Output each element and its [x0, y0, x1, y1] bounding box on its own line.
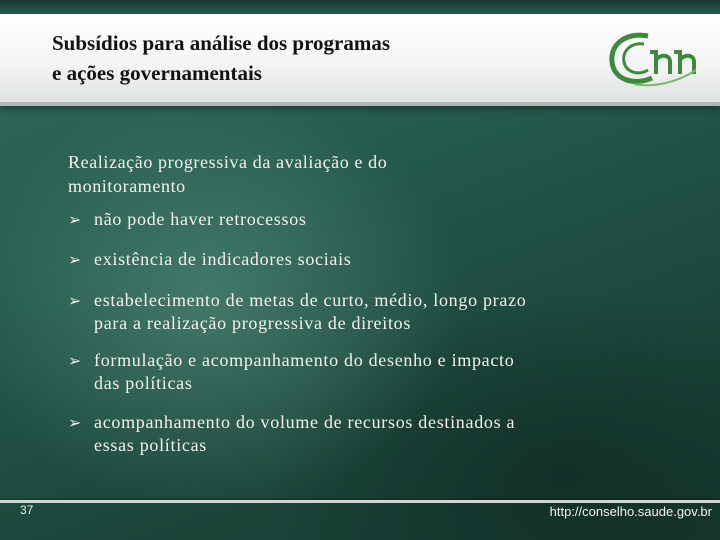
slide-title-line-1: Subsídios para análise dos programas [52, 31, 391, 55]
arrow-bullet-icon: ➢ [68, 210, 83, 229]
bullet-text-line-1: acompanhamento do volume de recursos destinados a [94, 412, 516, 432]
bullet-text-line-2: das políticas [94, 373, 193, 393]
header-band [0, 14, 720, 106]
page-number: 37 [20, 503, 34, 517]
arrow-bullet-icon: ➢ [68, 291, 83, 310]
cns-logo-icon [604, 30, 704, 90]
bullet-text: não pode haver retrocessos [94, 209, 307, 229]
slide-title [52, 28, 572, 88]
intro-line-2: monitoramento [68, 176, 186, 196]
bullet-item [68, 411, 684, 457]
bullet-text-line-1: estabelecimento de metas de curto, médio, longo prazo [94, 290, 527, 310]
slide-title-line-2: e ações governamentais [52, 61, 262, 85]
bullet-text-line-2: essas políticas [94, 435, 207, 455]
slide-content [68, 150, 668, 455]
arrow-bullet-icon: ➢ [68, 250, 83, 269]
intro-text [68, 150, 668, 198]
intro-line-1: Realização progressiva da avaliação e do [68, 152, 388, 172]
arrow-bullet-icon: ➢ [68, 413, 83, 432]
bullet-text-line-2: para a realização progressiva de direitos [94, 313, 412, 333]
top-strip [0, 0, 720, 14]
bullet-item [68, 208, 684, 231]
bullet-item [68, 289, 684, 335]
bullet-text: existência de indicadores sociais [94, 249, 352, 269]
bullet-item [68, 349, 684, 395]
bullet-item [68, 248, 684, 271]
bullet-text-line-1: formulação e acompanhamento do desenho e impacto [94, 350, 515, 370]
footer-url: http://conselho.saude.gov.br [549, 504, 712, 519]
arrow-bullet-icon: ➢ [68, 351, 83, 370]
footer-divider [0, 500, 720, 503]
